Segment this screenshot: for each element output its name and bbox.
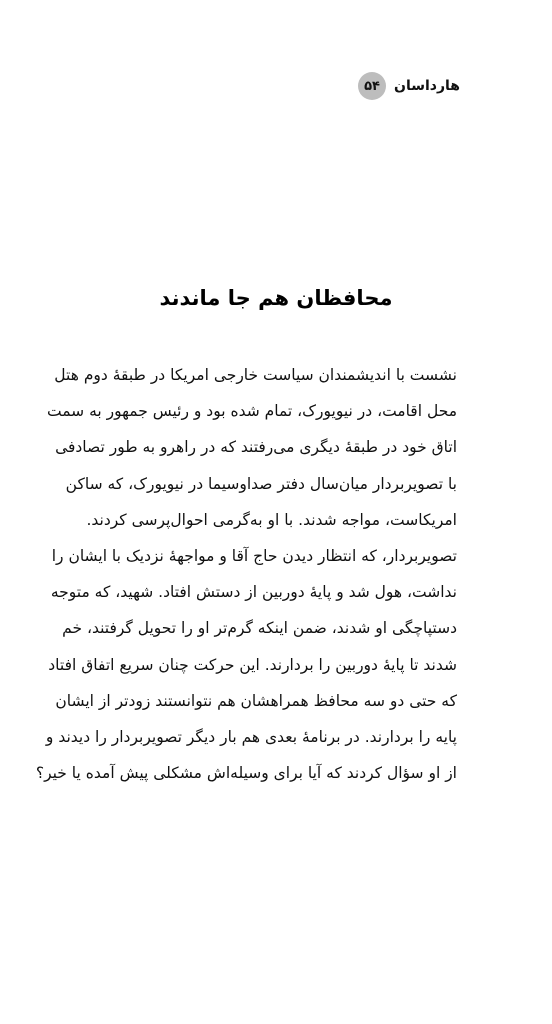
text-line: که حتی دو سه محافظ همراهشان هم نتوانستند زودتر از ایشان [55,691,457,710]
body-paragraph [35,357,457,791]
text-line: اتاق خود در طبقهٔ دیگری می‌رفتند که در راهرو به طور تصادفی [55,438,457,457]
text-line: دستپاچگی او شدند، ضمن اینکه گرم‌تر او را تحویل گرفتند، خم [62,619,457,638]
book-title: هارداسان [394,78,460,94]
text-line: پایه را بردارند. در برنامهٔ بعدی هم بار دیگر تصویربردار را دیدند و [45,727,457,746]
text-line: شدند تا پایهٔ دوربین را بردارند. این حرکت چنان سریع اتفاق افتاد [48,655,457,674]
text-line: امریکاست، مواجه شدند. با او به‌گرمی احوال‌پرسی کردند. [86,510,457,529]
page-number-badge: ۵۴ [358,72,386,100]
text-line: محل اقامت، در نیویورک، تمام شده بود و رئیس جمهور به سمت [46,402,457,421]
chapter-title: محافظان هم جا ماندند [159,286,393,310]
running-header [358,72,460,100]
text-line: از او سؤال کردند که آیا برای وسیله‌اش مشکلی پیش آمده یا خیر؟ [35,764,457,783]
text-line: با تصویربردار میان‌سال دفتر صداوسیما در نیویورک، که ساکن [65,474,457,493]
text-line: نشست با اندیشمندان سیاست خارجی امریکا در طبقهٔ دوم هتل [54,366,457,384]
text-line: تصویربردار، که انتظار دیدن حاج آقا و مواجههٔ نزدیک با ایشان را [51,546,457,565]
text-line: نداشت، هول شد و پایهٔ دوربین از دستش افتاد. شهید، که متوجه [50,583,457,602]
